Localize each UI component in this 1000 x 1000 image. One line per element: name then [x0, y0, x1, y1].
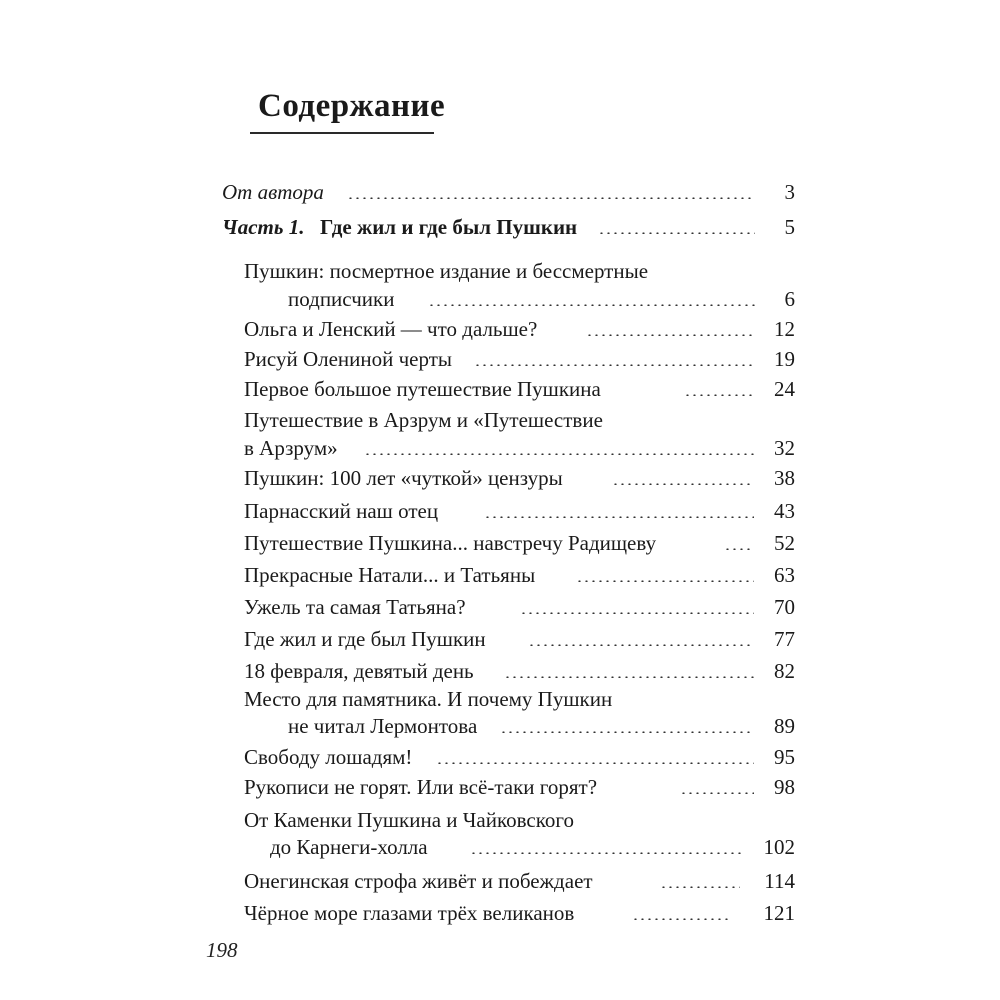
toc-entry-label-line1: Путешествие в Арзрум и «Путешествие: [244, 408, 603, 432]
toc-page-number: 32: [774, 436, 795, 460]
page-title: Содержание: [258, 88, 446, 124]
toc-entry-label: Путешествие Пушкина... навстречу Радищеву: [244, 531, 657, 555]
toc-entry-label: Где жил и где был Пушкин: [244, 627, 486, 651]
toc-entry-label: Рисуй Олениной черты: [244, 347, 453, 371]
toc-page-number: 6: [784, 287, 795, 311]
toc-leader-dots: [470, 852, 742, 854]
toc-entry-line1: [0, 805, 1000, 835]
toc-page-number: 3: [784, 180, 795, 204]
toc-entry-where-lived: [0, 624, 1000, 654]
toc-page-number: 70: [774, 595, 795, 619]
toc-leader-dots: [598, 232, 755, 234]
page-number-folio: 198: [206, 938, 238, 962]
toc-entry-label: Онегинская строфа живёт и побеждает: [244, 869, 593, 893]
toc-entry-censorship: [0, 463, 1000, 493]
toc-entry-arzrum: [0, 433, 1000, 463]
toc-page-number: 102: [763, 835, 795, 859]
toc-entry-label: в Арзрум»: [244, 436, 338, 460]
toc-page-number: 82: [774, 659, 795, 683]
toc-page-number: 38: [774, 466, 795, 490]
toc-entry-label: Свободу лошадям!: [244, 745, 413, 769]
toc-entry-parnassus: [0, 496, 1000, 526]
toc-entry-part-1: [0, 212, 1000, 242]
toc-entry-label: Прекрасные Натали... и Татьяны: [244, 563, 536, 587]
toc-leader-dots: [428, 304, 755, 306]
toc-page-number: 63: [774, 563, 795, 587]
toc-entry-label-line1: Пушкин: посмертное издание и бессмертные: [244, 259, 649, 283]
toc-entry-label: Первое большое путешествие Пушкина: [244, 377, 601, 401]
toc-leader-dots: [632, 918, 732, 920]
toc-leader-dots: [347, 197, 755, 199]
toc-entry-label: Парнасский наш отец: [244, 499, 439, 523]
toc-entry-label: до Карнеги-холла: [270, 835, 428, 859]
toc-entry-label: Ужель та самая Татьяна?: [244, 595, 466, 619]
toc-entry-posthumous-edition: [0, 284, 1000, 314]
toc-leader-dots: [576, 580, 754, 582]
toc-leader-dots: [586, 334, 754, 336]
toc-entry-label: Где жил и где был Пушкин: [320, 215, 578, 239]
toc-page-number: 5: [784, 215, 795, 239]
toc-entry-line1: [0, 256, 1000, 286]
toc-entry-olga-lensky: [0, 314, 1000, 344]
toc-leader-dots: [364, 453, 754, 455]
toc-part-number: Часть 1.: [222, 215, 305, 239]
toc-entry-first-journey: [0, 374, 1000, 404]
toc-page-number: 95: [774, 745, 795, 769]
toc-entry-label: не читал Лермонтова: [288, 714, 478, 738]
toc-entry-manuscripts: [0, 772, 1000, 802]
toc-page-number: 24: [774, 377, 795, 401]
toc-page-number: 114: [764, 869, 795, 893]
toc-entry-label: Чёрное море глазами трёх великанов: [244, 901, 575, 925]
toc-leader-dots: [500, 731, 754, 733]
toc-entry-label: 18 февраля, девятый день: [244, 659, 474, 683]
toc-entry-line1: [0, 405, 1000, 435]
toc-page-number: 43: [774, 499, 795, 523]
toc-leader-dots: [520, 612, 754, 614]
toc-page-number: 98: [774, 775, 795, 799]
toc-page-number: 52: [774, 531, 795, 555]
toc-leader-dots: [528, 644, 754, 646]
toc-page-number: 77: [774, 627, 795, 651]
toc-leader-dots: [612, 483, 754, 485]
toc-entry-february-18: [0, 656, 1000, 686]
toc-entry-freedom-horses: [0, 742, 1000, 772]
toc-entry-onegin-stanza: [0, 866, 1000, 896]
toc-entry-label: Пушкин: 100 лет «чуткой» цензуры: [244, 466, 563, 490]
toc-entry-olenina: [0, 344, 1000, 374]
toc-page-number: 121: [763, 901, 795, 925]
toc-page-number: 89: [774, 714, 795, 738]
toc-entry-label: подписчики: [288, 287, 395, 311]
toc-leader-dots: [660, 886, 740, 888]
toc-entry-label: Рукописи не горят. Или всё-таки горят?: [244, 775, 598, 799]
toc-entry-black-sea: [0, 898, 1000, 928]
toc-entry-label-line1: От Каменки Пушкина и Чайковского: [244, 808, 574, 832]
toc-entry-label: Ольга и Ленский — что дальше?: [244, 317, 538, 341]
toc-entry-from-author: [0, 177, 1000, 207]
toc-entry-label-line1: Место для памятника. И почему Пушкин: [244, 687, 613, 711]
toc-entry-carnegie-hall: [0, 832, 1000, 862]
toc-entry-monument: [0, 711, 1000, 741]
toc-leader-dots: [504, 676, 754, 678]
toc-entry-natalie: [0, 560, 1000, 590]
toc-leader-dots: [436, 762, 754, 764]
toc-page-number: 19: [774, 347, 795, 371]
toc-entry-tatiana: [0, 592, 1000, 622]
toc-leader-dots: [484, 516, 754, 518]
toc-entry-label: От автора: [222, 180, 324, 204]
toc-leader-dots: [474, 364, 754, 366]
toc-entry-line1: [0, 684, 1000, 714]
toc-page-number: 12: [774, 317, 795, 341]
toc-entry-radishchev: [0, 528, 1000, 558]
